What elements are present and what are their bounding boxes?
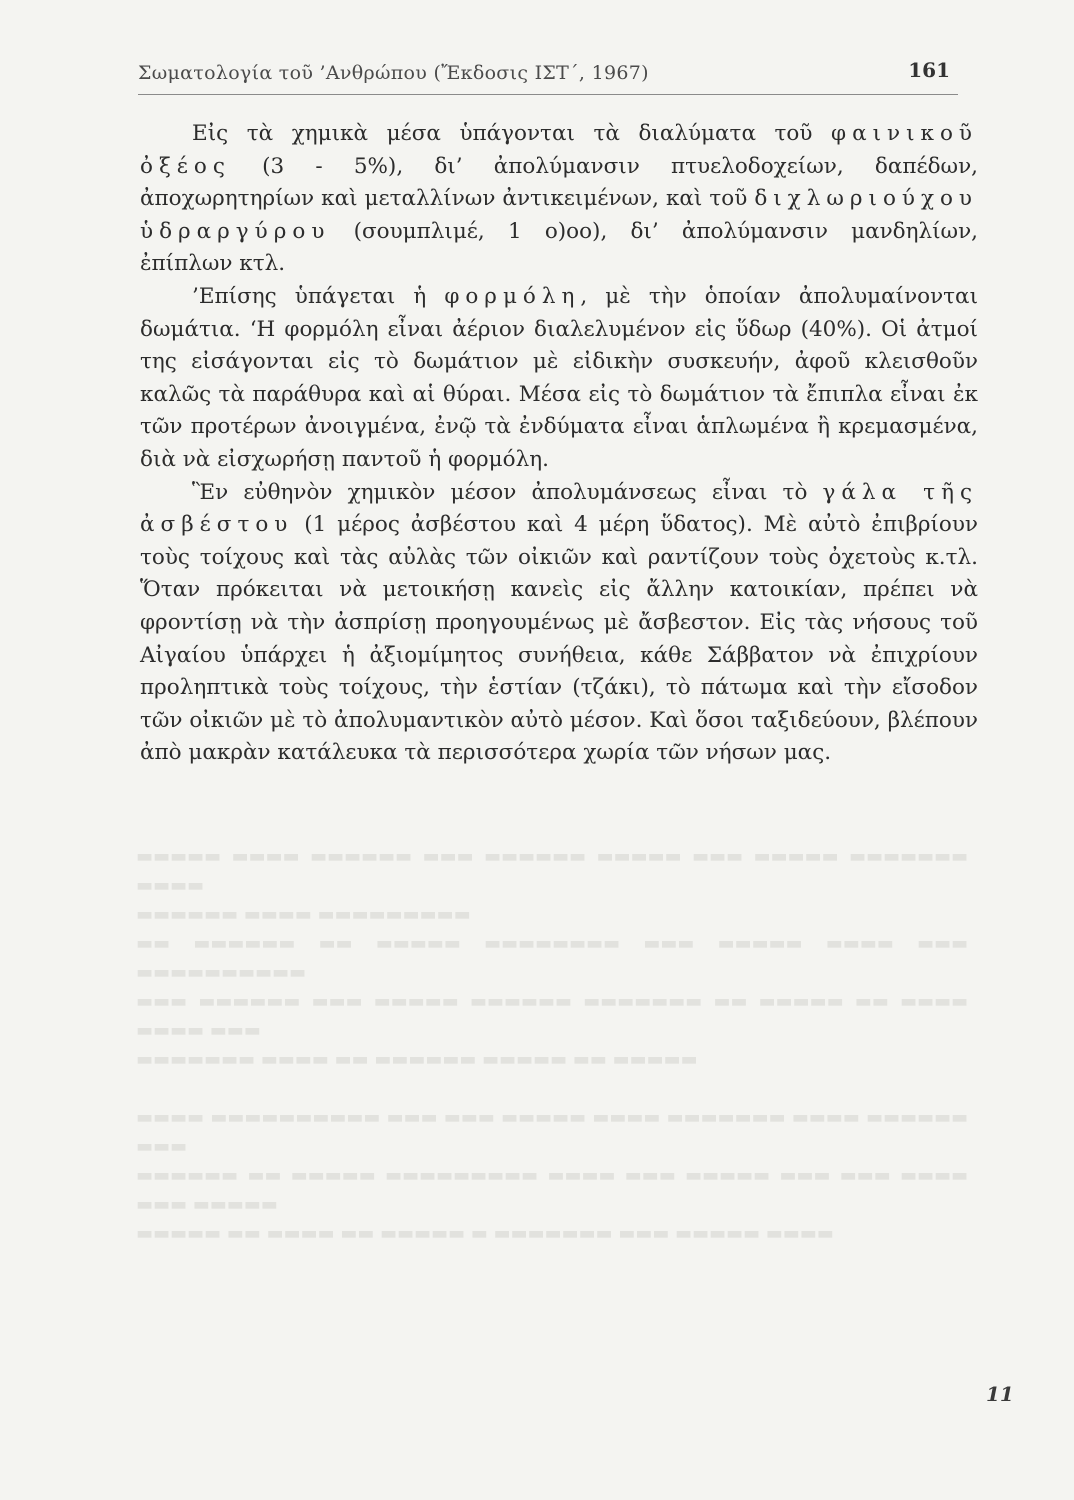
- page-number: 161: [908, 58, 950, 82]
- body-text: [140, 118, 978, 770]
- text-run: ’Επίσης ὑπάγεται ἡ: [192, 283, 445, 309]
- text-run: (3 - 5%), δι’ ἀπολύμανσιν πτυελοδοχείων, δαπέδων, ἀποχωρητηρίων καὶ μεταλλίνων ἀντικειμένων, καὶ τοῦ: [140, 153, 978, 212]
- page-header: [138, 58, 958, 95]
- emphasized-term: διχλωριούχου ὑδραργύρου: [140, 186, 978, 244]
- running-title: Σωματολογία τοῦ ’Ανθρώπου (Ἔκδοσις ΙΣΤ΄, 1967): [138, 62, 649, 84]
- text-run: , μὲ τὴν ὁποίαν ἀπολυμαίνονται δωμάτια. ‘Η φορμόλη εἶναι ἀέριον διαλελυμένον εἰς ὕδωρ (40%). Οἱ ἀτμοί της εἰσάγονται εἰς τὸ δωμάτιον μὲ εἰδικὴν συσκευήν, ἀφοῦ κλεισθοῦν καλῶς τὰ παράθυρα καὶ αἱ θύραι. Μέσα εἰς τὸ δωμάτιον τὰ ἔπιπλα εἶναι ἐκ τῶν προτέρων ἀνοιγμένα, ἐνῷ τὰ ἐνδύματα εἶναι ἁπλωμένα ἢ κρεμασμένα, διὰ νὰ εἰσχωρήσῃ παντοῦ ἡ φορμόλη.: [140, 283, 978, 472]
- paragraph-disinfectants: [140, 118, 978, 281]
- text-run: (1 μέρος ἀσβέστου καὶ 4 μέρη ὕδατος). Μὲ αὐτὸ ἐπιβρίουν τοὺς τοίχους καὶ τὰς αὐλὰς τῶν οἰκιῶν καὶ ραντίζουν τοὺς ὀχετοὺς κ.τλ. Ὅταν πρόκειται νὰ μετοικήσῃ κανεὶς εἰς ἄλλην κατοικίαν, πρέπει νὰ φροντίσῃ νὰ τὴν ἀσπρίσῃ προηγουμένως μὲ ἄσβεστον. Εἰς τὰς νήσους τοῦ Αἰγαίου ὑπάρχει ἡ ἀξιομίμητος συνήθεια, κάθε Σάββατον νὰ ἐπιχρίουν προληπτικὰ τοὺς τοίχους, τὴν ἑστίαν (τζάκι), τὸ πάτωμα καὶ τὴν εἴσοδον τῶν οἰκιῶν μὲ τὸ ἀπολυμαντικὸν αὐτὸ μέσον. Καὶ ὅσοι ταξιδεύουν, βλέπουν ἀπὸ μακρὰν κατάλευκα τὰ περισσότερα χωρία τῶν νήσων μας.: [140, 512, 978, 766]
- paragraph-lime: [140, 477, 978, 770]
- text-run: (σουμπλιμέ, 1 ο)οο), δι’ ἀπολύμανσιν μανδηλίων, ἐπίπλων κτλ.: [140, 218, 978, 277]
- emphasized-term: φαινικοῦ ὀξέος: [140, 121, 978, 179]
- emphasized-term: γάλα τῆς ἀσβέστου: [140, 479, 978, 538]
- text-run: Εἰς τὰ χημικὰ μέσα ὑπάγονται τὰ διαλύματα τοῦ: [192, 121, 832, 146]
- bleed-through-texture: ▬▬▬▬▬ ▬▬▬▬ ▬▬▬▬▬▬ ▬▬▬ ▬▬▬▬▬▬ ▬▬▬▬▬ ▬▬▬ ▬▬▬▬▬ ▬▬▬▬▬▬▬ ▬▬▬▬ ▬▬▬▬▬▬ ▬▬▬▬ ▬▬▬▬▬▬▬▬▬ ▬▬ ▬▬▬▬▬▬ ▬▬ ▬▬▬▬▬ ▬▬▬▬▬▬▬▬ ▬▬▬ ▬▬▬▬▬ ▬▬▬▬ ▬▬▬ ▬▬▬▬▬▬▬▬▬▬ ▬▬▬ ▬▬▬▬▬▬ ▬▬▬ ▬▬▬▬▬ ▬▬▬▬▬▬ ▬▬▬▬▬▬▬ ▬▬ ▬▬▬▬▬ ▬▬ ▬▬▬▬ ▬▬▬▬ ▬▬▬ ▬▬▬▬▬▬▬ ▬▬▬▬ ▬▬ ▬▬▬▬▬▬ ▬▬▬▬▬ ▬▬ ▬▬▬▬▬ ▬▬▬▬ ▬▬▬▬▬▬▬▬▬▬ ▬▬▬ ▬▬▬ ▬▬▬▬▬ ▬▬▬▬ ▬▬▬▬▬▬▬ ▬▬▬▬ ▬▬▬▬▬▬ ▬▬▬ ▬▬▬▬▬▬ ▬▬ ▬▬▬▬▬ ▬▬▬▬▬▬▬▬▬ ▬▬▬▬ ▬▬▬ ▬▬▬▬▬ ▬▬▬ ▬▬▬ ▬▬▬▬ ▬▬▬ ▬▬▬▬▬ ▬▬▬▬▬ ▬▬ ▬▬▬▬ ▬▬ ▬▬▬▬▬ ▬ ▬▬▬▬▬▬▬ ▬▬▬ ▬▬▬▬▬ ▬▬▬▬: [136, 846, 968, 1244]
- text-run: Ἓν εὐθηνὸν χημικὸν μέσον ἀπολυμάνσεως εἶναι τὸ: [192, 479, 823, 505]
- emphasized-term: φορμόλη: [444, 283, 581, 309]
- paragraph-formaldehyde: [140, 281, 978, 477]
- folio-signature: 11: [986, 1382, 1014, 1406]
